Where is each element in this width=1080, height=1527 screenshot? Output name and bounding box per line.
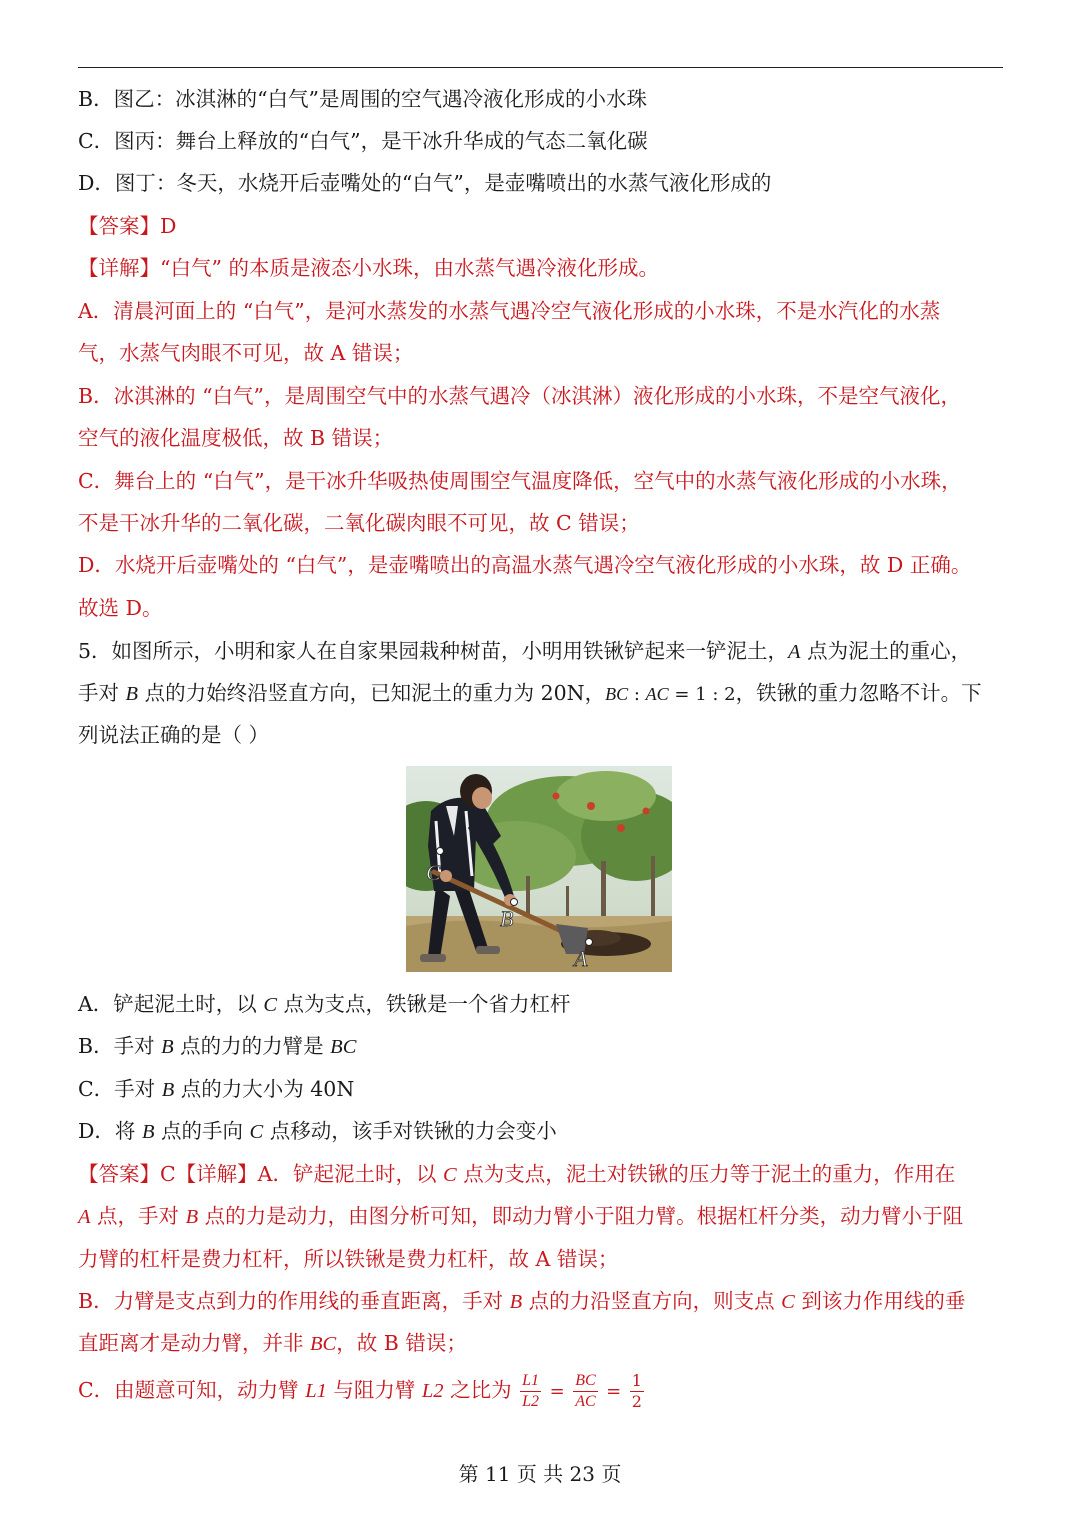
answer-5-line-1: 【答案】C【详解】A．铲起泥土时，以 C 点为支点，泥土对铁锹的压力等于泥土的重力，作用在 [78,1162,956,1186]
option-b-prev: B．图乙：冰淇淋的“白气”是周围的空气遇冷液化形成的小水珠 [78,87,648,111]
figure-label-a: A [574,946,588,971]
option-d: D．将 B 点的手向 C 点移动，该手对铁锹的力会变小 [78,1119,557,1143]
answer-5-line-6: C．由题意可知，动力臂 L1 与阻力臂 L2 之比为 $\frac{L1}{L2}$ = $\frac{BC}{AC}$ = $\frac{1}{2}$ [78,1371,642,1411]
question-5-line-3: 列说法正确的是（ ） [78,723,270,747]
option-c: C．手对 B 点的力大小为 40N [78,1077,355,1101]
explanation-c-2: 不是干冰升华的二氧化碳，二氧化碳肉眼不可见，故 C 错误； [78,511,640,535]
answer-5-line-4: B．力臂是支点到力的作用线的垂直距离，手对 B 点的力沿竖直方向，则支点 C 到该力作用线的垂 [78,1289,966,1313]
option-c-prev: C．图丙：舞台上释放的“白气”，是干冰升华成的气态二氧化碳 [78,129,648,153]
shovel-figure [406,766,672,972]
explanation-a-1: A．清晨河面上的 “白气”，是河水蒸发的水蒸气遇冷空气液化形成的小水珠，不是水汽化的水蒸 [78,299,941,323]
explanation-intro: 【详解】“白气” 的本质是液态小水珠，由水蒸气遇冷液化形成。 [78,256,659,280]
option-b: B．手对 B 点的力的力臂是 BC [78,1034,357,1058]
explanation-a-2: 气，水蒸气肉眼不可见，故 A 错误； [78,341,414,365]
question-5-line-2: 手对 B 点的力始终沿竖直方向，已知泥土的重力为 20N，BC : AC = 1 : 2，铁锹的重力忽略不计。下 [78,681,982,705]
explanation-b-1: B．冰淇淋的 “白气”，是周围空气中的水蒸气遇冷（冰淇淋）液化形成的小水珠，不是空气液化， [78,384,962,408]
fraction-l1-l2: $\frac{L1}{L2}$ [522,1372,540,1410]
answer-5-line-3: 力臂的杠杆是费力杠杆，所以铁锹是费力杠杆，故 A 错误； [78,1247,619,1271]
page-footer: 第 11 页 共 23 页 [458,1462,622,1486]
answer-5-line-2: A 点，手对 B 点的力是动力，由图分析可知，即动力臂小于阻力臂。根据杠杆分类，动力臂小于阻 [78,1204,964,1228]
explanation-c-1: C．舞台上的 “白气”，是干冰升华吸热使周围空气温度降低，空气中的水蒸气液化形成的小水珠， [78,469,962,493]
figure-label-c: C [426,860,441,885]
answer-prev: 【答案】D [78,214,177,238]
conclusion-prev: 故选 D。 [78,596,163,620]
explanation-b-2: 空气的液化温度极低，故 B 错误； [78,426,394,450]
option-d-prev: D．图丁：冬天，水烧开后壶嘴处的“白气”，是壶嘴喷出的水蒸气液化形成的 [78,171,772,195]
explanation-d: D．水烧开后壶嘴处的 “白气”，是壶嘴喷出的高温水蒸气遇冷空气液化形成的小水珠，故 D 正确。 [78,553,972,577]
option-a: A．铲起泥土时，以 C 点为支点，铁锹是一个省力杠杆 [78,992,571,1016]
fraction-bc-ac: $\frac{BC}{AC}$ [575,1372,596,1410]
answer-5-line-5: 直距离才是动力臂，并非 BC，故 B 错误； [78,1331,467,1355]
fraction-1-2: $\frac{1}{2}$ [631,1371,642,1411]
question-5-line-1: 5．如图所示，小明和家人在自家果园栽种树苗，小明用铁锹铲起来一铲泥土，A 点为泥土的重心， [78,639,972,663]
figure-label-b: B [500,906,514,931]
header-rule [78,67,1003,68]
